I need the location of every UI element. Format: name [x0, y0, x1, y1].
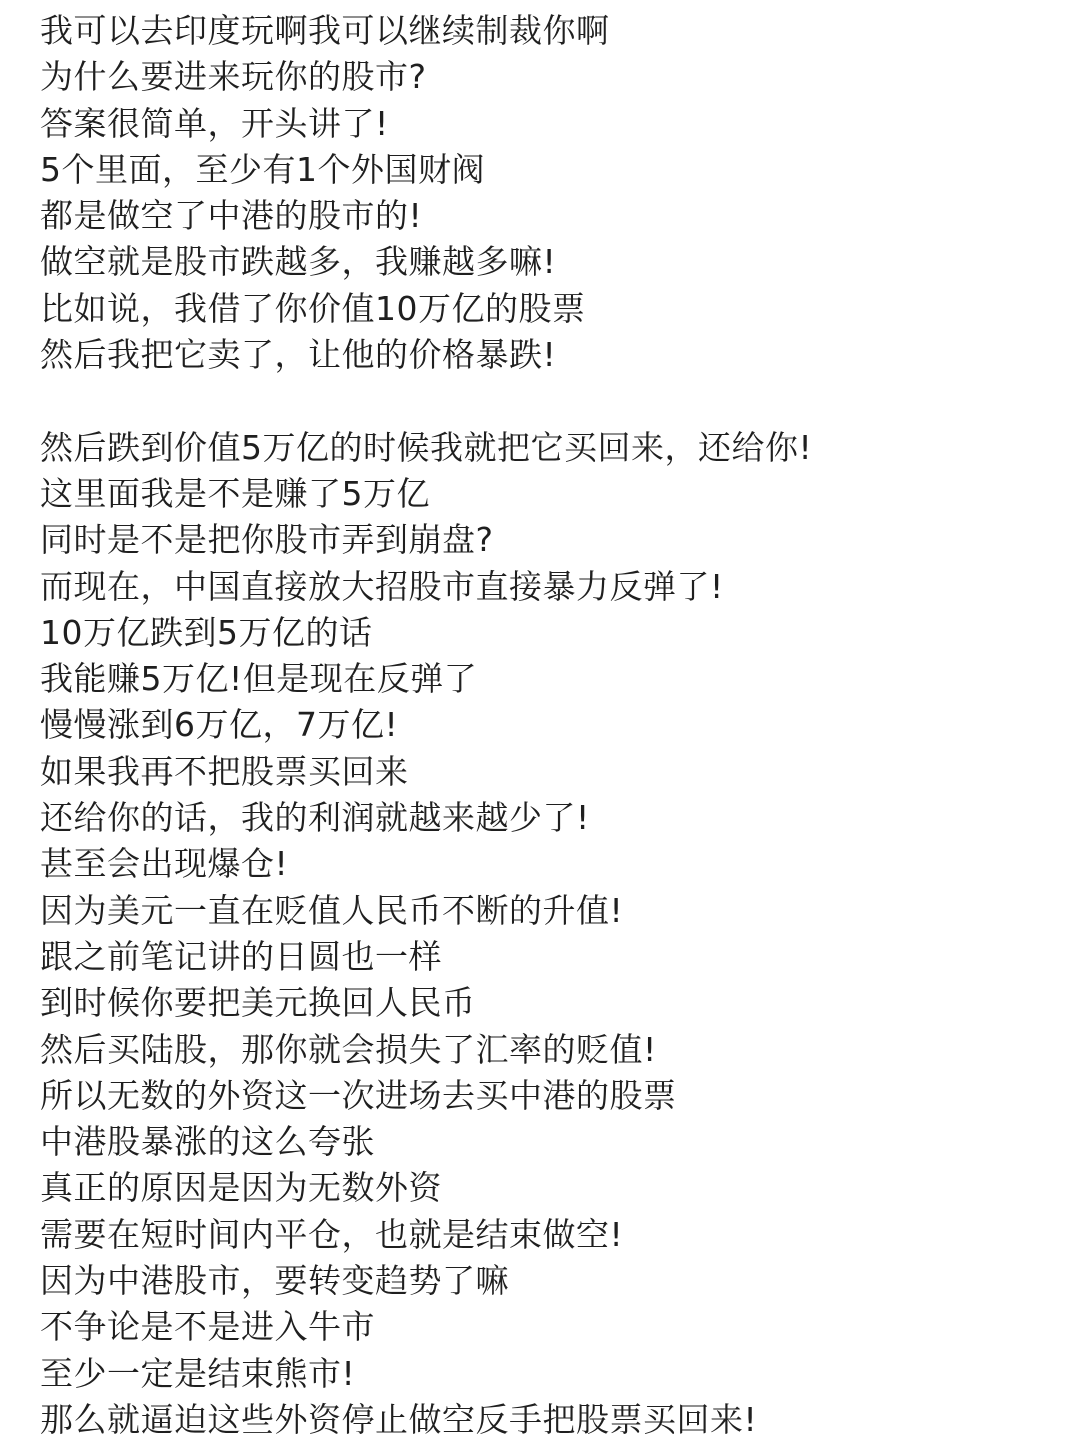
- note-line: 我可以去印度玩啊我可以继续制裁你啊: [40, 11, 610, 50]
- blank-line: [40, 378, 1060, 424]
- note-line: 甚至会出现爆仓!: [40, 844, 289, 884]
- note-line: 到时候你要把美元换回人民币: [40, 983, 476, 1023]
- note-line: 比如说，我借了你价值10万亿的股票: [40, 288, 586, 328]
- note-line: 而现在，中国直接放大招股市直接暴力反弹了!: [40, 566, 724, 606]
- note-line: 因为美元一直在贬值人民币不断的升值!: [40, 890, 624, 930]
- note-line: 然后我把它卖了，让他的价格暴跌!: [40, 335, 557, 375]
- note-line: 我能赚5万亿!但是现在反弹了: [40, 659, 478, 699]
- note-line: 跟之前笔记讲的日圆也一样: [40, 936, 442, 976]
- note-line: 如果我再不把股票买回来: [40, 751, 409, 791]
- note-line: 同时是不是把你股市弄到崩盘?: [40, 520, 494, 560]
- note-line: 真正的原因是因为无数外资: [40, 1168, 442, 1208]
- note-line: 答案很简单，开头讲了!: [40, 103, 389, 143]
- note-line: 需要在短时间内平仓，也就是结束做空!: [40, 1214, 624, 1254]
- note-line: 然后买陆股，那你就会损失了汇率的贬值!: [40, 1029, 657, 1069]
- note-line: 那么就逼迫这些外资停止做空反手把股票买回来!: [40, 1399, 758, 1439]
- note-body: [40, 8, 1060, 1443]
- note-line: 因为中港股市，要转变趋势了嘛: [40, 1261, 509, 1301]
- note-line: 不争论是不是进入牛市: [40, 1307, 375, 1347]
- note-line: 所以无数的外资这一次进场去买中港的股票: [40, 1075, 677, 1115]
- note-line: 然后跌到价值5万亿的时候我就把它买回来，还给你!: [40, 427, 813, 467]
- note-line: 5个里面，至少有1个外国财阀: [40, 149, 485, 189]
- note-line: 做空就是股市跌越多，我赚越多嘛!: [40, 242, 557, 282]
- note-line: 为什么要进来玩你的股市?: [40, 57, 427, 97]
- note-line: 至少一定是结束熊市!: [40, 1353, 356, 1393]
- note-line: 还给你的话，我的利润就越来越少了!: [40, 798, 590, 838]
- note-line: 这里面我是不是赚了5万亿: [40, 473, 430, 513]
- note-line: 中港股暴涨的这么夸张: [40, 1122, 375, 1162]
- note-line: 都是做空了中港的股市的!: [40, 196, 423, 236]
- note-line: 10万亿跌到5万亿的话: [40, 612, 373, 652]
- note-line: 慢慢涨到6万亿，7万亿!: [40, 705, 399, 745]
